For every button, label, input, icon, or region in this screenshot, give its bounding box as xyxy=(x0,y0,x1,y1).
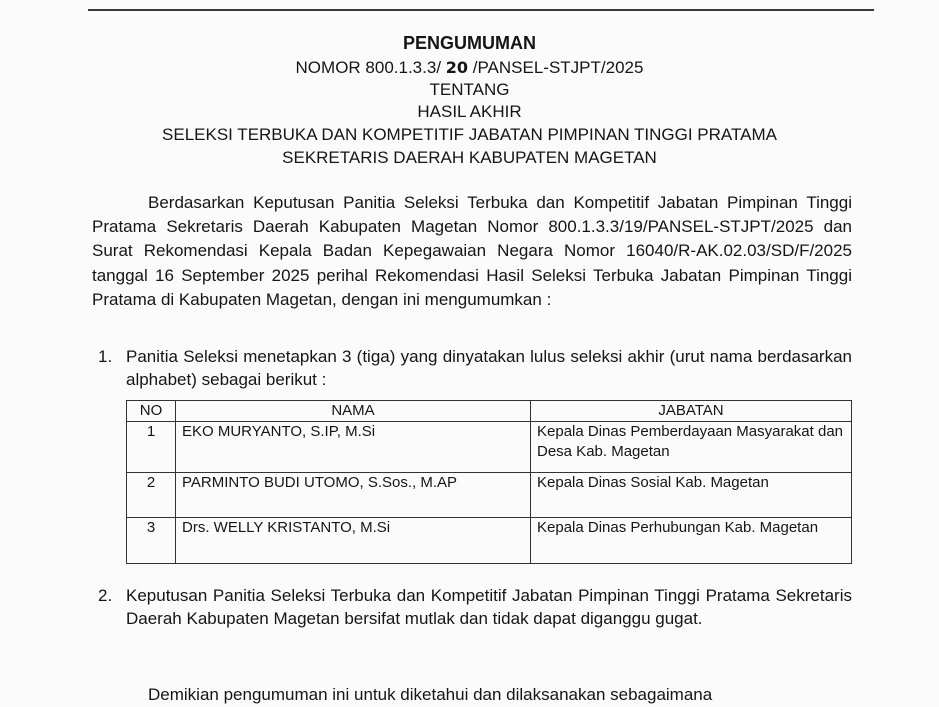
top-rule xyxy=(88,9,874,11)
hasil-line: HASIL AKHIR xyxy=(417,102,522,121)
table-row xyxy=(127,518,852,564)
subject-line-2: SEKRETARIS DAERAH KABUPATEN MAGETAN xyxy=(282,148,657,167)
number-suffix: /PANSEL-STJPT/2025 xyxy=(468,58,644,77)
document-number xyxy=(0,57,939,79)
table-row xyxy=(127,473,852,518)
header-nama: NAMA xyxy=(176,401,531,422)
row-no: 3 xyxy=(127,518,176,564)
list-item-number: 1. xyxy=(98,347,113,366)
handwritten-number: 20 xyxy=(445,58,469,77)
row-jabatan: Kepala Dinas Perhubungan Kab. Magetan xyxy=(531,518,852,564)
closing-paragraph: Demikian pengumuman ini untuk diketahui dan dilaksanakan sebagaimana xyxy=(148,685,713,704)
row-nama: PARMINTO BUDI UTOMO, S.Sos., M.AP xyxy=(176,473,531,518)
table-header-row xyxy=(127,401,852,422)
results-table xyxy=(126,400,852,564)
list-item-number: 2. xyxy=(98,586,113,605)
header-no: NO xyxy=(127,401,176,422)
row-no: 2 xyxy=(127,473,176,518)
row-nama: EKO MURYANTO, S.IP, M.Si xyxy=(176,422,531,473)
document-title: PENGUMUMAN xyxy=(403,33,536,53)
row-jabatan: Kepala Dinas Pemberdayaan Masyarakat dan Desa Kab. Magetan xyxy=(531,422,852,473)
header-jabatan: JABATAN xyxy=(531,401,852,422)
row-nama: Drs. WELLY KRISTANTO, M.Si xyxy=(176,518,531,564)
row-jabatan: Kepala Dinas Sosial Kab. Magetan xyxy=(531,473,852,518)
table-row xyxy=(127,422,852,473)
intro-paragraph: Berdasarkan Keputusan Panitia Seleksi Terbuka dan Kompetitif Jabatan Pimpinan Tinggi Pratama Sekretaris Daerah Kabupaten Magetan Nomor 800.1.3.3/19/PANSEL-STJPT/2025 dan Surat Rekomendasi Kepala Badan Kepegawaian Negara Nomor 16040/R-AK.02.03/SD/F/2025 tanggal 16 September 2025 perihal Rekomendasi Hasil Seleksi Terbuka Jabatan Pimpinan Tinggi Pratama di Kabupaten Magetan, dengan ini mengumumkan : xyxy=(92,193,852,309)
row-no: 1 xyxy=(127,422,176,473)
number-prefix: NOMOR 800.1.3.3/ xyxy=(295,58,446,77)
subject-line-1: SELEKSI TERBUKA DAN KOMPETITIF JABATAN PIMPINAN TINGGI PRATAMA xyxy=(162,125,777,144)
tentang-line: TENTANG xyxy=(429,80,510,99)
list-item-text: Keputusan Panitia Seleksi Terbuka dan Kompetitif Jabatan Pimpinan Tinggi Pratama Sekretaris Daerah Kabupaten Magetan bersifat mutlak dan tidak dapat diganggu gugat. xyxy=(126,586,852,628)
list-item-text: Panitia Seleksi menetapkan 3 (tiga) yang dinyatakan lulus seleksi akhir (urut nama berdasarkan alphabet) sebagai berikut : xyxy=(126,347,852,389)
